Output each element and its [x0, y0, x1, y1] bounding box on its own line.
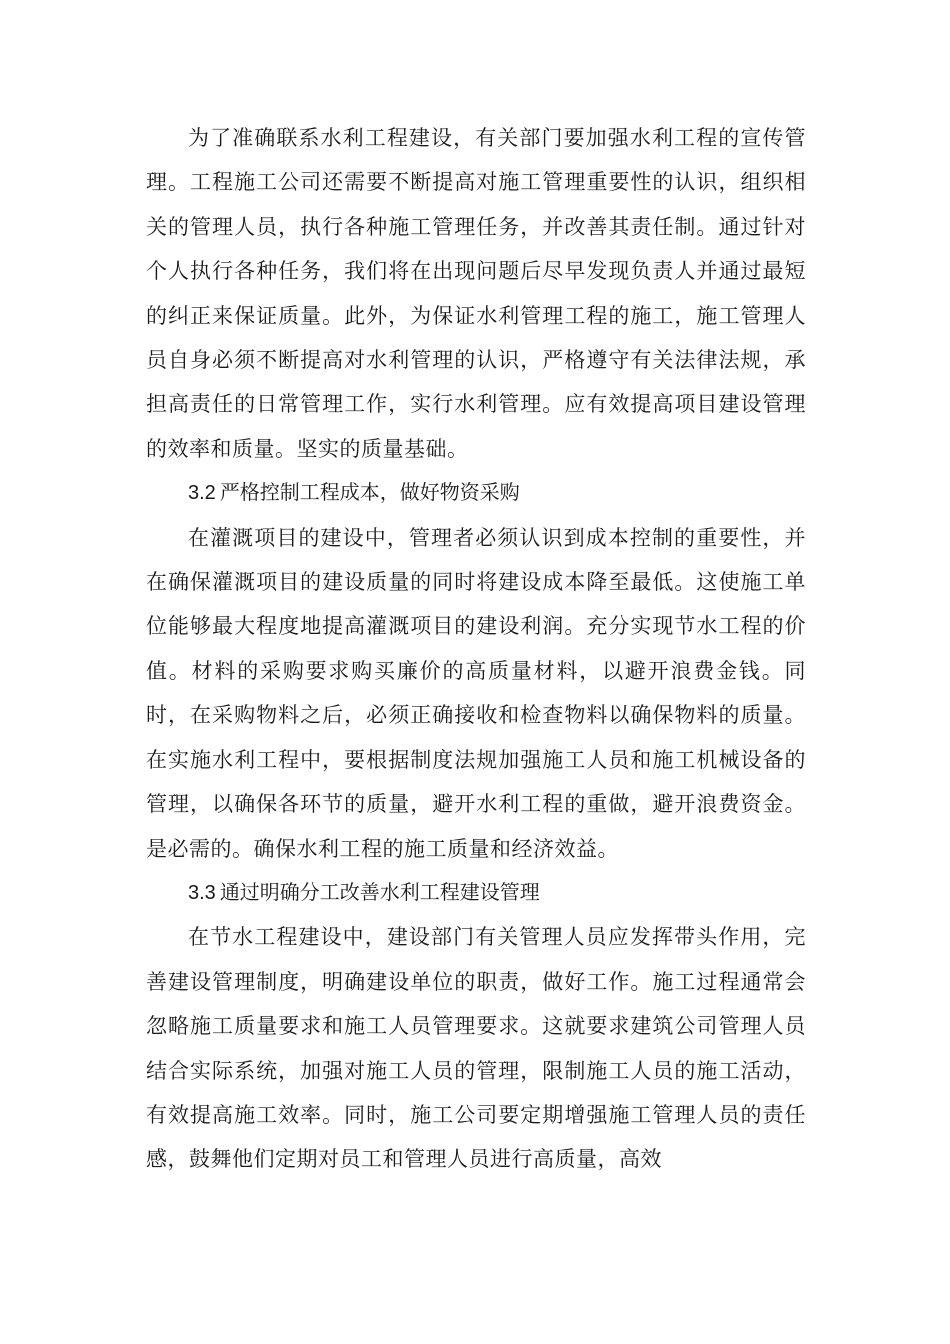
paragraph-quality-management: 为了准确联系水利工程建设，有关部门要加强水利工程的宣传管理。工程施工公司还需要不断提高对施工管理重要性的认识，组织相关的管理人员，执行各种施工管理任务，并改善其责任制。通过针对个人执行各种任务，我们将在出现问题后尽早发现负责人并通过最短的纠正来保证质量。此外，为保证水利管理工程的施工，施工管理人员自身必须不断提高对水利管理的认识，严格遵守有关法律法规，承担高责任的日常管理工作，实行水利管理。应有效提高项目建设管理的效率和质量。坚实的质量基础。: [146, 126, 806, 461]
section-heading-3-2: [146, 471, 806, 515]
section-title: 通过明确分工改善水利工程建设管理: [219, 881, 540, 904]
section-title: 严格控制工程成本，做好物资采购: [219, 482, 520, 505]
paragraph-division-of-labor: 在节水工程建设中，建设部门有关管理人员应发挥带头作用，完善建设管理制度，明确建设单位的职责，做好工作。施工过程通常会忽略施工质量要求和施工人员管理要求。这就要求建筑公司管理人员结合实际系统，加强对施工人员的管理，限制施工人员的施工活动，有效提高施工效率。同时，施工公司要定期增强施工管理人员的责任感，鼓舞他们定期对员工和管理人员进行高质量，高效: [146, 925, 806, 1172]
section-number: 3.3: [188, 881, 216, 904]
section-number: 3.2: [188, 482, 216, 505]
paragraph-cost-control: 在灌溉项目的建设中，管理者必须认识到成本控制的重要性，并在确保灌溉项目的建设质量的同时将建设成本降至最低。这使施工单位能够最大程度地提高灌溉项目的建设利润。充分实现节水工程的价值。材料的采购要求购买廉价的高质量材料，以避开浪费金钱。同时，在采购物料之后，必须正确接收和检查物料以确保物料的质量。在实施水利工程中，要根据制度法规加强施工人员和施工机械设备的管理，以确保各环节的质量，避开水利工程的重做，避开浪费资金。是必需的。确保水利工程的施工质量和经济效益。: [146, 525, 806, 861]
section-heading-3-3: [146, 871, 806, 915]
document-body: [146, 116, 806, 1182]
